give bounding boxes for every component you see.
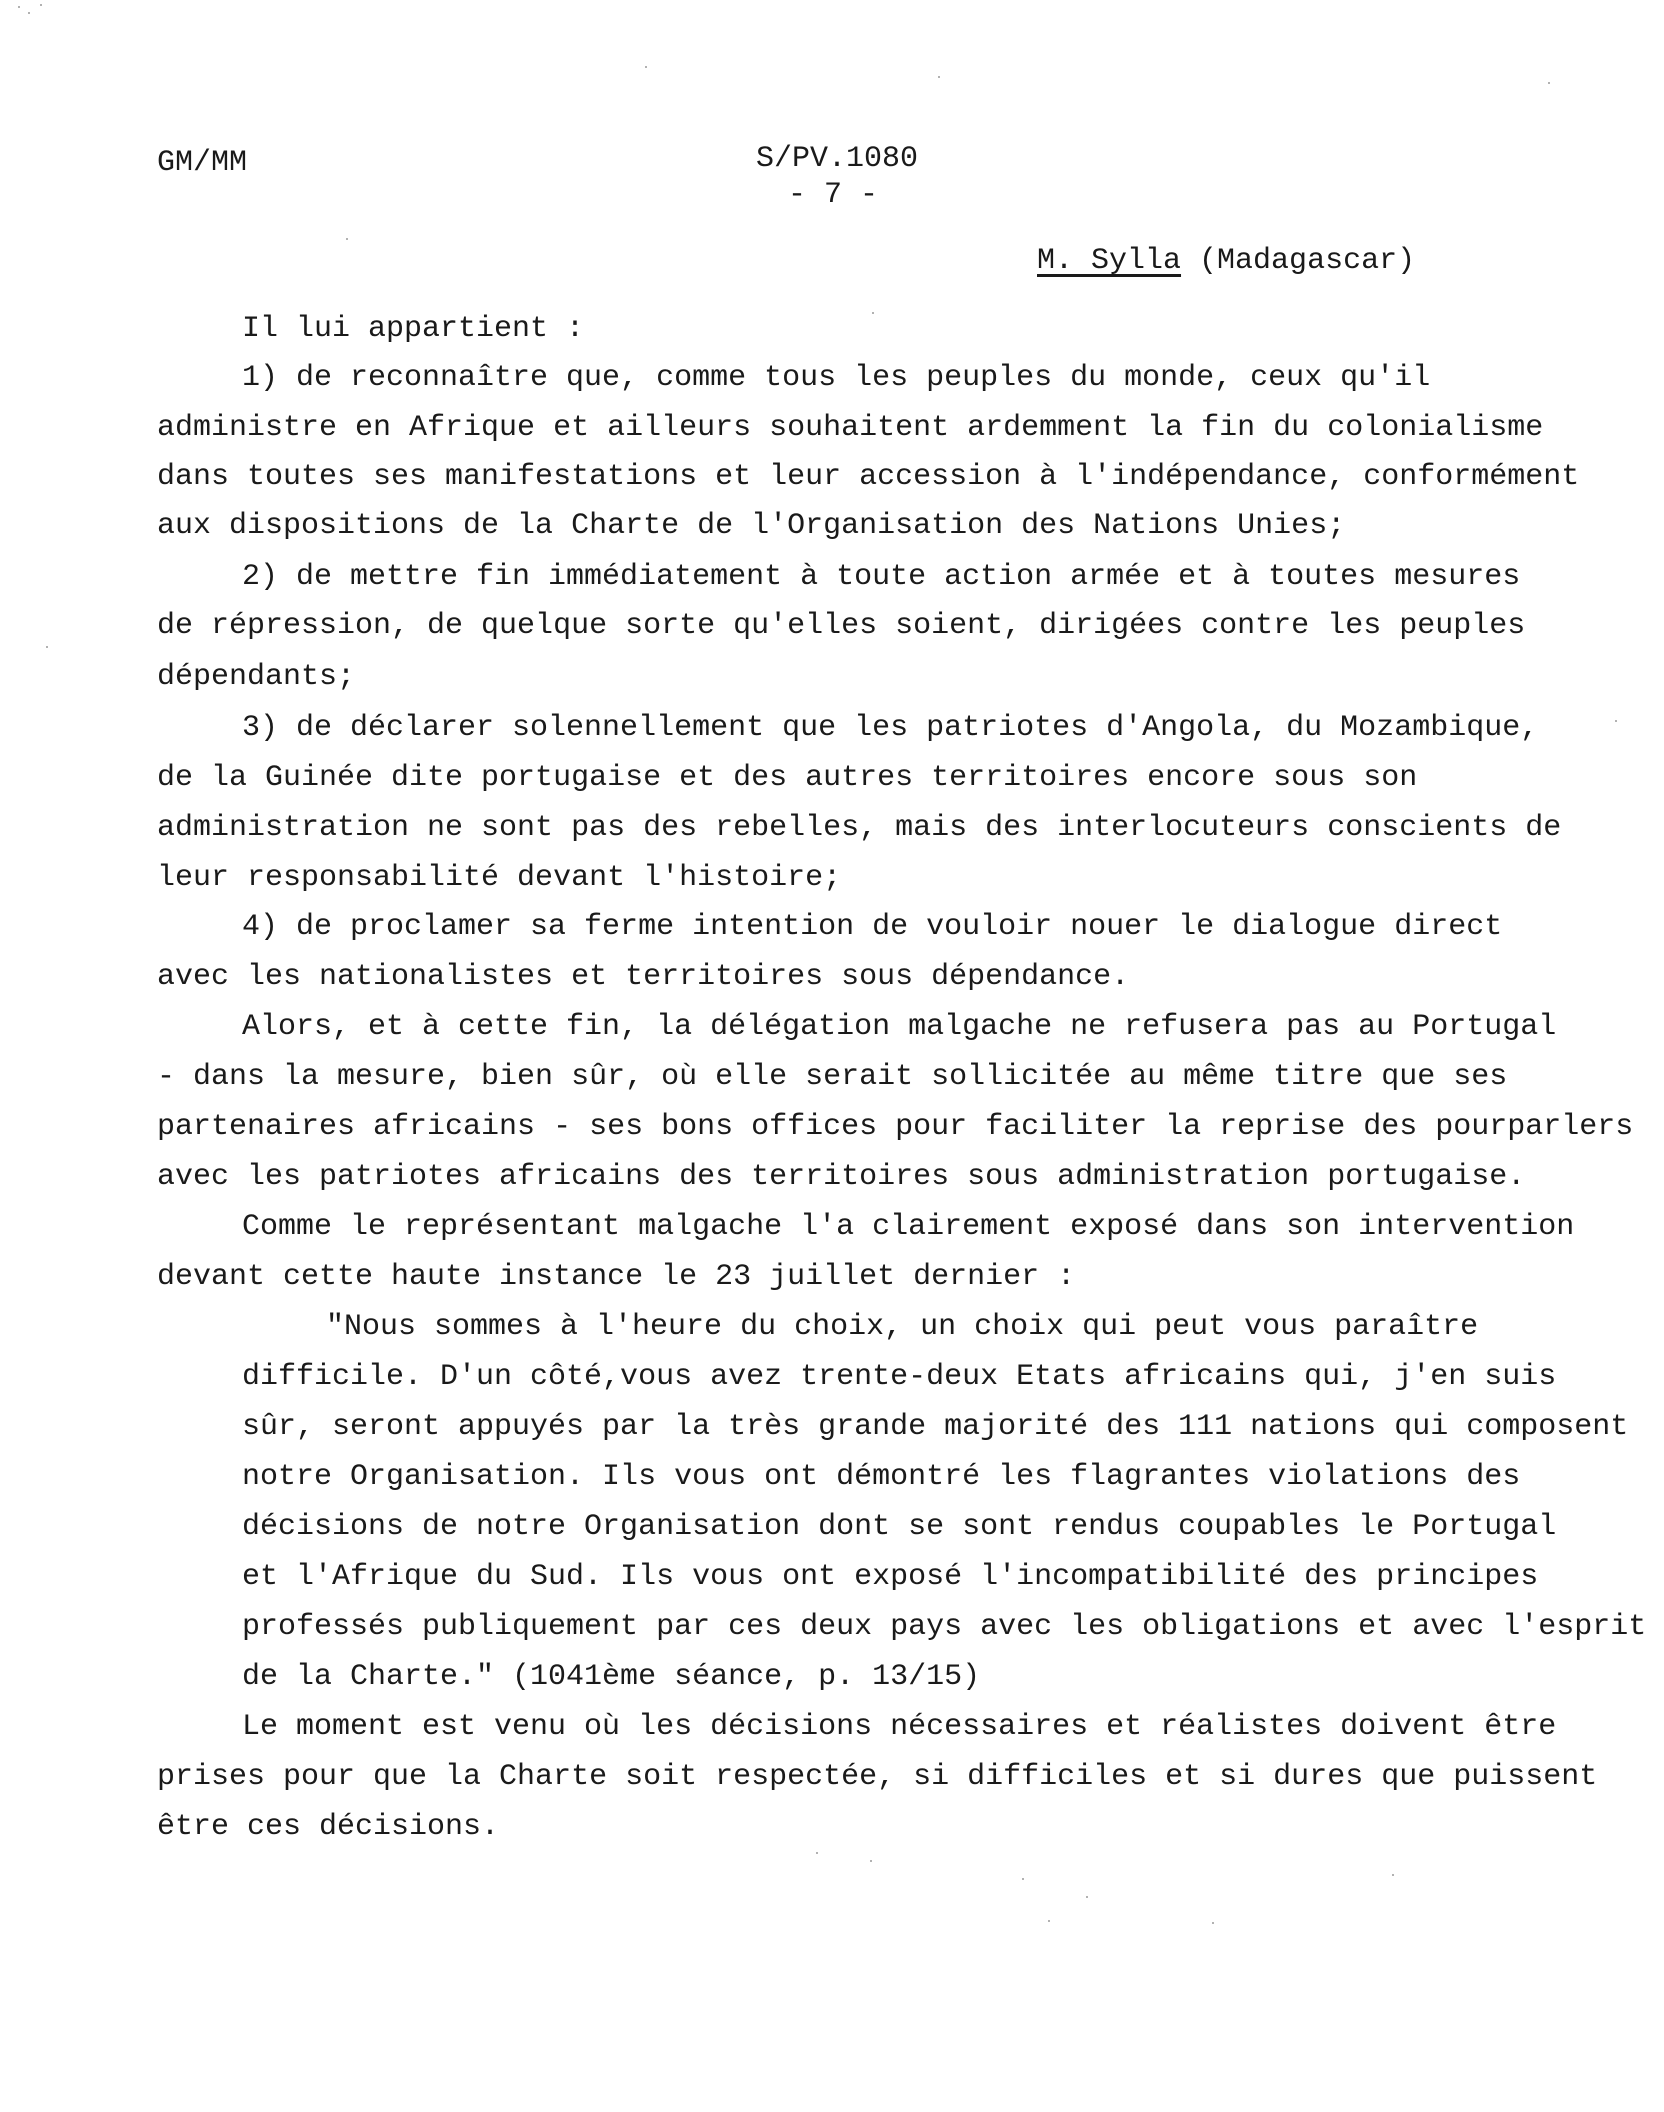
scan-speck <box>1392 1874 1394 1876</box>
speaker-country: (Madagascar) <box>1199 244 1416 278</box>
para-alors-line: partenaires africains - ses bons offices pour faciliter la reprise des pourparlers <box>157 1110 1634 1144</box>
quote-line: "Nous sommes à l'heure du choix, un choix qui peut vous paraître <box>326 1310 1479 1344</box>
scan-speck <box>28 12 30 14</box>
para-moment-line: prises pour que la Charte soit respectée, si difficiles et si dures que puissent <box>157 1760 1598 1794</box>
item3-line: de la Guinée dite portugaise et des autres territoires encore sous son <box>157 761 1418 795</box>
item4-line: avec les nationalistes et territoires sous dépendance. <box>157 960 1130 994</box>
scan-speck <box>1548 82 1550 84</box>
scan-speck <box>346 238 348 240</box>
speaker-name: M. Sylla <box>1037 244 1182 278</box>
item1-line: aux dispositions de la Charte de l'Organisation des Nations Unies; <box>157 509 1346 543</box>
document-symbol: S/PV.1080 <box>756 142 919 176</box>
item2-line: dépendants; <box>157 660 356 694</box>
para-moment-line: Le moment est venu où les décisions nécessaires et réalistes doivent être <box>242 1710 1557 1744</box>
item1-line: dans toutes ses manifestations et leur accession à l'indépendance, conformément <box>157 460 1580 494</box>
para-alors-line: avec les patriotes africains des territoires sous administration portugaise. <box>157 1160 1526 1194</box>
scan-speck <box>870 1860 872 1862</box>
quote-line: et l'Afrique du Sud. Ils vous ont exposé l'incompatibilité des principes <box>242 1560 1539 1594</box>
scan-speck <box>1022 1878 1024 1880</box>
quote-line: notre Organisation. Ils vous ont démontré les flagrantes violations des <box>242 1460 1521 1494</box>
quote-line: professés publiquement par ces deux pays avec les obligations et avec l'esprit <box>242 1610 1647 1644</box>
scan-speck <box>645 66 647 68</box>
scan-speck <box>1615 720 1617 722</box>
item3-line: administration ne sont pas des rebelles, mais des interlocuteurs conscients de <box>157 811 1562 845</box>
scan-speck <box>872 312 874 314</box>
scan-speck <box>46 646 48 648</box>
para-comme-line: Comme le représentant malgache l'a clairement exposé dans son intervention <box>242 1210 1575 1244</box>
quote-line: sûr, seront appuyés par la très grande majorité des 111 nations qui composent <box>242 1410 1629 1444</box>
typist-initials: GM/MM <box>157 146 248 180</box>
para-alors-line: Alors, et à cette fin, la délégation malgache ne refusera pas au Portugal <box>242 1010 1557 1044</box>
quote-line: de la Charte." (1041ème séance, p. 13/15) <box>242 1660 981 1694</box>
item1-line: 1) de reconnaître que, comme tous les peuples du monde, ceux qu'il <box>242 361 1431 395</box>
page-number: - 7 - <box>788 178 879 212</box>
scan-speck <box>816 1852 818 1854</box>
para-alors-line: - dans la mesure, bien sûr, où elle serait sollicitée au même titre que ses <box>157 1060 1508 1094</box>
intro-line: Il lui appartient : <box>242 312 585 346</box>
item3-line: leur responsabilité devant l'histoire; <box>157 861 842 895</box>
item2-line: 2) de mettre fin immédiatement à toute action armée et à toutes mesures <box>242 560 1521 594</box>
quote-line: difficile. D'un côté,vous avez trente-deux Etats africains qui, j'en suis <box>242 1360 1557 1394</box>
scan-speck <box>1086 1896 1088 1898</box>
scan-speck <box>1048 1920 1050 1922</box>
scan-speck <box>18 6 20 8</box>
quote-line: décisions de notre Organisation dont se sont rendus coupables le Portugal <box>242 1510 1557 1544</box>
speaker-heading <box>1037 244 1415 278</box>
para-moment-line: être ces décisions. <box>157 1810 500 1844</box>
item3-line: 3) de déclarer solennellement que les patriotes d'Angola, du Mozambique, <box>242 711 1539 745</box>
item1-line: administre en Afrique et ailleurs souhaitent ardemment la fin du colonialisme <box>157 411 1544 445</box>
scan-speck <box>40 4 42 6</box>
scan-speck <box>938 76 940 78</box>
para-comme-line: devant cette haute instance le 23 juillet dernier : <box>157 1260 1076 1294</box>
item4-line: 4) de proclamer sa ferme intention de vouloir nouer le dialogue direct <box>242 910 1503 944</box>
item2-line: de répression, de quelque sorte qu'elles soient, dirigées contre les peuples <box>157 609 1526 643</box>
scan-speck <box>1212 1922 1214 1924</box>
